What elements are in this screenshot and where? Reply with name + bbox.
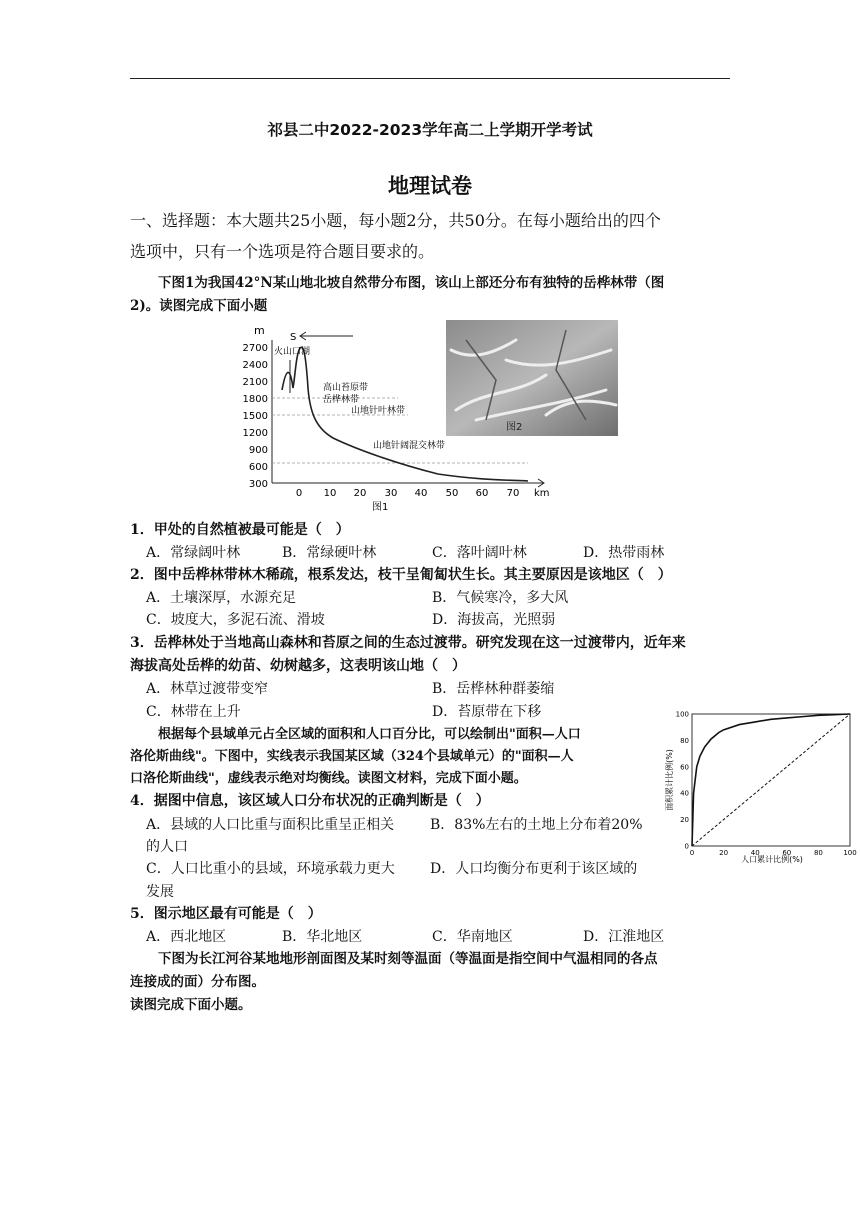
section-heading-line1: 一、选择题：本大题共25小题，每小题2分，共50分。在每小题给出的四个 [130, 211, 661, 230]
q4-option-c: C．人口比重小的县域，环境承载力更大 [146, 861, 395, 877]
q5-stem: 5．图示地区最有可能是（ ） [130, 906, 322, 922]
fig1-xtick: 0 [295, 488, 303, 499]
fig1-xtick: 70 [506, 488, 520, 499]
q5-option-b: B．华北地区 [282, 929, 363, 945]
q5-option-a: A．西北地区 [146, 929, 227, 945]
q2-stem: 2．图中岳桦林带林木稀疏，根系发达，枝干呈匍匐状生长。其主要原因是该地区（ ） [130, 567, 672, 583]
lorenz-xtick: 60 [782, 849, 792, 857]
q2-option-c: C．坡度大，多泥石流、滑坡 [146, 612, 325, 628]
q3-stem-line1: 3．岳桦林处于当地高山森林和苔原之间的生态过渡带。研究发现在这一过渡带内，近年来 [130, 635, 686, 651]
fig1-ytick: 2400 [242, 360, 268, 371]
school-title: 祁县二中2022-2023学年高二上学期开学考试 [267, 121, 593, 139]
fig1-ytick: 1500 [242, 411, 268, 422]
fig1-xtick: 10 [323, 488, 337, 499]
lorenz-xtick: 100 [843, 849, 857, 857]
figure2-photo [446, 320, 618, 436]
material3-line2: 连接成的面）分布图。 [130, 974, 265, 990]
lorenz-xtick: 40 [750, 849, 760, 857]
q1-option-c: C．落叶阔叶林 [432, 545, 527, 561]
q4-option-b-line1: B．83%左右的土地上分布着20% [430, 817, 643, 833]
fig1-ytick: 900 [248, 445, 268, 456]
fig1-ytick: 2700 [242, 343, 268, 354]
paper-title: 地理试卷 [388, 174, 472, 198]
q4-option-b-line2: 的人口 [146, 839, 188, 855]
section-heading-line2: 选项中，只有一个选项是符合题目要求的。 [130, 242, 435, 261]
q1-option-a: A．常绿阔叶林 [146, 545, 241, 561]
fig1-label-crater: 火山口湖 [274, 347, 311, 357]
fig1-label-mixed: 山地针阔混交林带 [373, 441, 446, 451]
material3-line3: 读图完成下面小题。 [130, 997, 252, 1013]
fig1-caption: 图1 [372, 502, 389, 513]
q4-option-a: A．县域的人口比重与面积比重呈正相关 [146, 817, 395, 833]
q2-option-d: D．海拔高，光照弱 [432, 612, 556, 628]
material1-line2: 2)。读图完成下面小题 [130, 298, 268, 314]
q5-option-d: D．江淮地区 [583, 929, 665, 945]
q3-option-d: D．苔原带在下移 [432, 704, 542, 720]
lorenz-chart [662, 706, 858, 866]
fig1-ytick: 1800 [242, 394, 268, 405]
material2-line3: 口洛伦斯曲线"，虚线表示绝对均衡线。读图文材料，完成下面小题。 [130, 771, 527, 786]
q1-option-b: B．常绿硬叶林 [282, 545, 377, 561]
fig1-ytick: 1200 [242, 428, 268, 439]
q2-option-b: B．气候寒冷，多大风 [432, 590, 569, 606]
material2-line2: 洛伦斯曲线"。下图中，实线表示我国某区域（324个县域单元）的"面积—人 [130, 749, 574, 764]
fig1-ytick: 300 [248, 479, 268, 490]
q3-option-b: B．岳桦林种群萎缩 [432, 681, 555, 697]
q1-option-d: D．热带雨林 [583, 545, 665, 561]
fig1-xtick: 50 [445, 488, 459, 499]
q4-option-d-line1: D．人口均衡分布更利于该区域的 [430, 861, 638, 877]
equality-line [692, 714, 850, 846]
lorenz-ytick: 0 [684, 842, 689, 851]
q4-option-d-line2: 发展 [146, 884, 174, 900]
q3-option-c: C．林带在上升 [146, 704, 241, 720]
q3-stem-line2: 海拔高处岳桦的幼苗、幼树越多，这表明该山地（ ） [130, 658, 466, 674]
fig2-caption: 图2 [506, 422, 523, 433]
fig1-xtick: 40 [414, 488, 428, 499]
fig1-y-unit: m [254, 324, 265, 337]
fig1-xtick: 20 [353, 488, 367, 499]
fig1-x-unit: km [534, 488, 550, 499]
lorenz-ytick: 100 [675, 710, 689, 719]
q2-option-a: A．土壤深厚，水源充足 [146, 590, 297, 606]
q3-option-a: A．林草过渡带变窄 [146, 681, 269, 697]
lorenz-y-label: 面积累计比例(%) [665, 749, 674, 811]
fig1-ytick: 2100 [242, 377, 268, 388]
lorenz-ytick: 80 [680, 736, 689, 745]
lorenz-xtick: 20 [719, 849, 729, 857]
fig1-label-birch: 岳桦林带 [323, 395, 360, 405]
material1-line1: 下图1为我国42°N某山地北坡自然带分布图，该山上部还分布有独特的岳桦林带（图 [158, 275, 665, 291]
fig1-label-conifer: 山地针叶林带 [351, 406, 406, 416]
q5-option-c: C．华南地区 [432, 929, 513, 945]
material3-line1: 下图为长江河谷某地地形剖面图及某时刻等温面（等温面是指空间中气温相同的各点 [158, 951, 658, 967]
fig1-xtick: 60 [475, 488, 489, 499]
fig1-ytick: 600 [248, 462, 268, 473]
fig1-label-tundra: 高山苔原带 [323, 383, 369, 393]
material2-line1: 根据每个县域单元占全区域的面积和人口百分比，可以绘制出"面积—人口 [158, 727, 581, 742]
header-rule [130, 78, 730, 79]
fig1-direction-label: S [290, 332, 297, 343]
q1-stem: 1．甲处的自然植被最可能是（ ） [130, 522, 350, 538]
fig1-xtick: 30 [384, 488, 398, 499]
lorenz-xtick: 80 [813, 849, 823, 857]
lorenz-x-label: 人口累计比例(%) [741, 855, 803, 864]
lorenz-ytick: 20 [680, 816, 689, 825]
q4-stem: 4．据图中信息，该区域人口分布状况的正确判断是（ ） [130, 793, 490, 809]
lorenz-ytick: 40 [680, 789, 689, 798]
lorenz-ytick: 60 [680, 763, 689, 772]
lorenz-xtick: 0 [689, 849, 695, 857]
